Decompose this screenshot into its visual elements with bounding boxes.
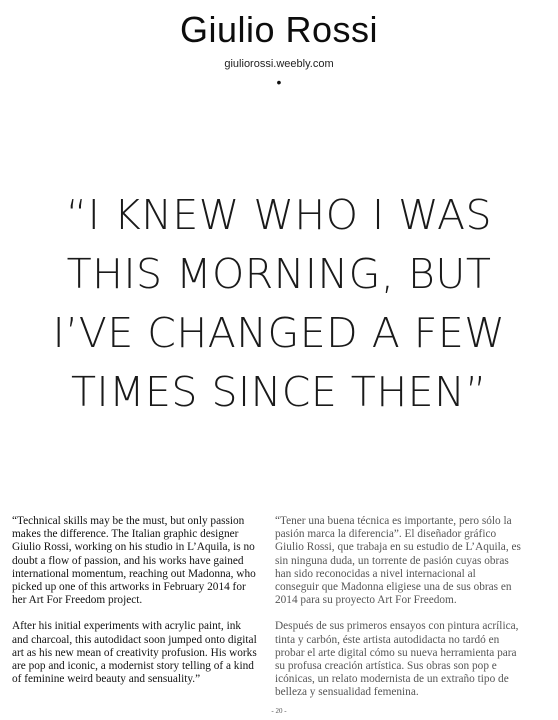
quote-line: “I KNEW WHO I WAS <box>65 191 493 239</box>
quote-line: THIS MORNING, BUT <box>66 250 492 298</box>
quote-line: I’VE CHANGED A FEW <box>52 309 506 357</box>
quote-line: TIMES SINCE THEN” <box>70 368 488 416</box>
spanish-column <box>275 515 521 713</box>
page-number: - 20 - <box>271 707 287 715</box>
english-column <box>12 515 258 699</box>
bullet-separator: • <box>276 74 282 90</box>
spanish-paragraph: Después de sus primeros ensayos con pintura acrílica, tinta y carbón, éste artista autodidacta no tardó en probar el arte digital cómo su nueva herramienta para su profusa creación artística. Sus obras son pop e icónicas, un relato modernista de un extraño tipo de belleza y sensualidad femenina. <box>275 620 519 699</box>
english-paragraph: After his initial experiments with acrylic paint, ink and charcoal, this autodidact soon jumped onto digital art as his new mean of creativity profusion. His works are pop and iconic, a modernist story telling of a kind of feminine weird beauty and sensuality.” <box>12 620 257 686</box>
english-paragraph: “Technical skills may be the must, but only passion makes the difference. The Italian graphic designer Giulio Rossi, working on his studio in L’Aquila, is no doubt a flow of passion, and his works have gained international momentum, reaching out Madonna, who picked up one of this artworks in February 2014 for her Art For Freedom project. <box>12 515 256 607</box>
artist-website[interactable]: giuliorossi.weebly.com <box>224 58 334 70</box>
pull-quote <box>14 186 544 422</box>
artist-name: Giulio Rossi <box>179 9 379 50</box>
spanish-paragraph: “Tener una buena técnica es importante, pero sólo la pasión marca la diferencia”. El diseñador gráfico Giulio Rossi, que trabaja en su estudio de L’Aquila, es sin ninguna duda, un torrente de pasión cuyas obras han sido reconocidas a nivel internacional al conseguir que Madonna eligiese una de sus obras en 2014 para su proyecto Art For Freedom. <box>275 515 521 607</box>
page-header <box>0 8 558 89</box>
